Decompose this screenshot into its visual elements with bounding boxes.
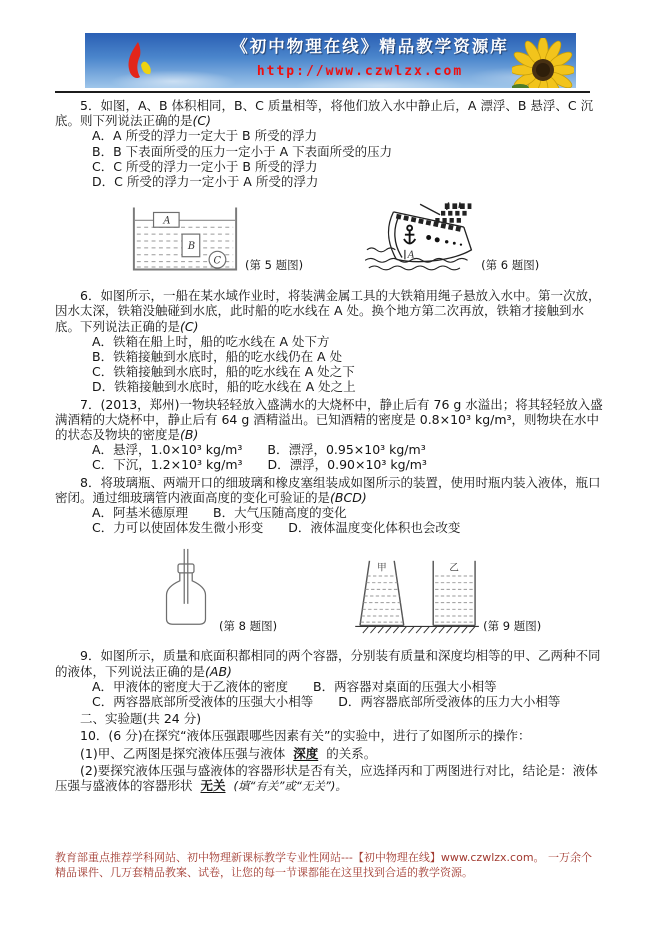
figure-5-beaker-diagram: [127, 206, 243, 274]
question-7-answer: (B): [180, 427, 199, 443]
banner-url-link[interactable]: http://www.czwlzx.com: [256, 64, 464, 79]
ball-C-label: C: [213, 255, 222, 267]
block-B-label: B: [187, 241, 196, 253]
site-banner: [85, 33, 576, 88]
question-5-option-a: A．A 所受的浮力一定大于 B 所受的浮力: [92, 128, 318, 144]
container-jia-liquid: [361, 576, 403, 622]
logo-flame-shape: [129, 42, 141, 78]
question-9-answer: (AB): [205, 663, 232, 679]
question-8-stem-text: 8．将玻璃瓶、两端开口的细玻璃和橡皮塞组装成如图所示的装置，使用时瓶内装入液体，瓶口密闭。通过细玻璃管内液面高度的变化可验证的是: [55, 474, 601, 505]
logo-swoosh-shape: [141, 62, 151, 75]
question-7-options-cd: C．下沉，1.2×10³ kg/m³ D．漂浮，0.90×10³ kg/m³: [92, 457, 427, 473]
question-10-part2-prefix: (2)要探究液体压强与盛液体的容器形状是否有关，应选择丙和丁两图进行对比，结论是：液体压强与盛液体的容器形状: [55, 762, 598, 794]
question-10-intro: 10．(6 分)在探究“液体压强跟哪些因素有关”的实验中，进行了如图所示的操作：: [80, 728, 531, 744]
figure-9-containers-diagram: [355, 557, 481, 635]
question-9-stem-text: 9．如图所示，质量和底面积都相同的两个容器，分别装有质量和深度均相等的甲、乙两种不同的液体，下列说法正确的是: [55, 648, 601, 679]
figure-row-5-6: [55, 202, 606, 274]
container-jia-label: 甲: [377, 562, 387, 574]
sunflower-image: [512, 38, 574, 88]
question-8-options-ab: A．阿基米德原理 B．大气压随高度的变化: [92, 505, 347, 521]
question-8-options-cd: C．力可以使固体发生微小形变 D．液体温度变化体积也会改变: [92, 520, 461, 536]
question-6-stem: [55, 288, 606, 334]
header-divider: [55, 91, 590, 93]
question-5-stem-text: 5．如图，A、B 体积相同，B、C 质量相等，将他们放入水中静止后，A 漂浮、B 悬浮、C 沉底。则下列说法正确的是: [55, 98, 594, 129]
question-6-option-c: C．铁箱接触到水底时，船的吃水线在 A 处之下: [92, 364, 355, 380]
question-6-option-b: B．铁箱接触到水底时，船的吃水线仍在 A 处: [92, 349, 343, 365]
question-5-option-b: B．B 下表面所受的压力一定小于 A 下表面所受的压力: [92, 143, 393, 159]
question-9-options-ab: A．甲液体的密度大于乙液体的密度 B．两容器对桌面的压强大小相等: [92, 678, 497, 694]
figure-6-caption: (第 6 题图): [481, 258, 540, 273]
site-logo-icon: [121, 41, 157, 83]
question-10-part2: [55, 763, 606, 794]
question-10-part1-prefix: (1)甲、乙两图是探究液体压强与液体: [80, 745, 286, 761]
question-7-stem: [55, 397, 606, 443]
question-10-part2-note: (填“有关”或“无关”)。: [233, 779, 347, 794]
question-6-answer: (C): [180, 318, 199, 334]
sunflower-center-inner: [536, 63, 550, 77]
section-2-heading: 二、实验题(共 24 分): [80, 711, 202, 727]
container-yi-label: 乙: [449, 562, 460, 574]
question-8-stem: [55, 475, 606, 505]
question-8-answer: (BCD): [330, 489, 367, 505]
question-9-options-cd: C．两容器底部所受液体的压强大小相等 D．两容器底部所受液体的压力大小相等: [92, 694, 561, 710]
figure-8-caption: (第 8 题图): [219, 619, 278, 634]
waterline-label: A: [407, 249, 415, 261]
figure-9-caption: (第 9 题图): [483, 619, 542, 634]
question-5-answer: (C): [192, 113, 211, 129]
portholes: [426, 235, 462, 246]
ground-hatching: [363, 627, 475, 634]
block-A-label: A: [163, 215, 171, 227]
question-7-stem-text: 7．(2013，郑州)一物块轻轻放入盛满水的大烧杯中，静止后有 76 g 水溢出；将其轻轻放入盛满酒精的大烧杯中，静止后有 64 g 酒精溢出。已知酒精的密度是 0.8×10³ kg/m³，则物块在水中的状态及物块的密度是: [55, 396, 603, 443]
question-10-part1-suffix: 的关系。: [326, 745, 377, 761]
question-9-stem: [55, 648, 606, 678]
anchor-icon: [404, 226, 415, 245]
bottle-outline: [167, 549, 206, 624]
question-6-option-d: D．铁箱接触到水底时，船的吃水线在 A 处之上: [92, 379, 356, 395]
container-yi-liquid: [435, 576, 473, 622]
question-5-option-d: D．C 所受的浮力一定小于 A 所受的浮力: [92, 174, 319, 190]
question-10-part1: [55, 746, 606, 761]
question-5-stem: [55, 98, 606, 128]
question-7-options-ab: A．悬浮，1.0×10³ kg/m³ B．漂浮，0.95×10³ kg/m³: [92, 442, 426, 458]
banner-title: 《初中物理在线》精品教学资源库: [231, 37, 509, 56]
question-6-stem-text: 6．如图所示，一船在某水域作业时，将装满金属工具的大铁箱用绳子悬放入水中。第一次放，因水太深，铁箱没触碰到水底，此时船的吃水线在 A 处。换个地方第二次再放，铁箱才接触到水底。下列说法正确的是: [55, 288, 601, 334]
figure-8-bottle-diagram: [155, 547, 217, 635]
question-10-part1-blank: 深度: [293, 745, 319, 761]
ship-outline: [389, 203, 472, 262]
question-10-part2-blank: 无关: [200, 778, 226, 794]
figure-6-ship-diagram: [365, 202, 479, 274]
question-5-option-c: C．C 所受的浮力一定小于 B 所受的浮力: [92, 158, 318, 174]
footer-promo-text: 教育部重点推荐学科网站、初中物理新课标教学专业性网站---【初中物理在线】www.czwlzx.com。 一万余个精品课件、几万套精品教案、试卷，让您的每一节课都能在这里找到合适的教学资源。: [55, 851, 593, 880]
waves: [365, 248, 468, 270]
question-6-option-a: A．铁箱在船上时，船的吃水线在 A 处下方: [92, 333, 330, 349]
figure-5-caption: (第 5 题图): [245, 258, 304, 273]
figure-row-8-9: [55, 547, 606, 635]
